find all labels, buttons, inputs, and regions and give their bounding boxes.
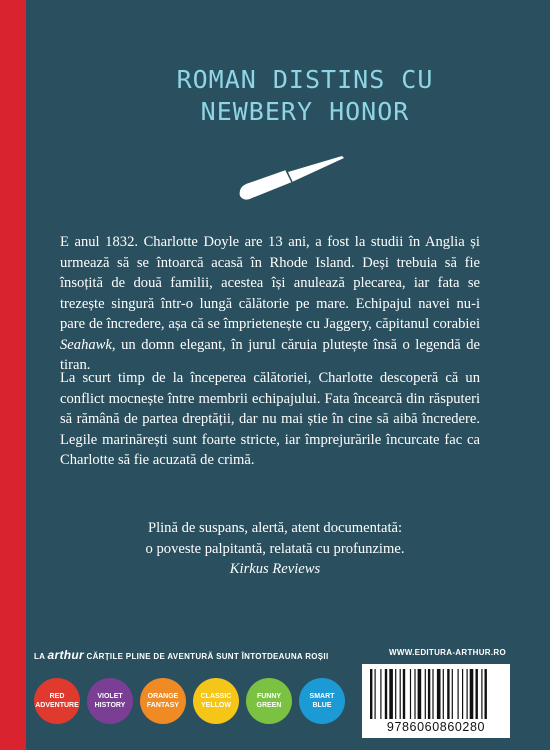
badge-line-1: RED xyxy=(49,693,65,700)
badge-line-1: VIOLET xyxy=(97,693,123,700)
synopsis-paragraph-1 xyxy=(60,232,480,376)
badge-line-2: ADVENTURE xyxy=(35,702,79,709)
badge-line-1: FUNNY xyxy=(256,693,282,700)
badge-smart-blue xyxy=(299,678,345,724)
synopsis-text: E anul 1832. Charlotte Doyle are 13 ani, a fost la studii în Anglia și urmează să se întoarcă acasă în Rhode Island. Deși trebuia să fie însoțită de două familii, acestea își anulează plecarea, iar fata se trezește singură într-o lungă călătorie pe mare. Echipajul navei nu-i pare de încredere, așa că se împrietenește cu Jaggery, căpitanul corabiei xyxy=(60,234,480,332)
badge-line-1: CLASSIC xyxy=(200,693,232,700)
synopsis-paragraph-2 xyxy=(60,368,480,471)
synopsis-text-end: , un domn elegant, în jurul căruia plutește însă o legendă de tiran. xyxy=(60,336,480,373)
badge-line-1: ORANGE xyxy=(147,693,179,700)
badge-line-2: FANTASY xyxy=(146,702,180,709)
badge-line-2: HISTORY xyxy=(94,702,126,709)
collection-badges xyxy=(34,670,354,730)
headline-line-2: NEWBERY HONOR xyxy=(200,97,410,126)
barcode-bars xyxy=(368,669,504,719)
headline-line-1: ROMAN DISTINS CU xyxy=(176,65,434,94)
headline xyxy=(90,64,520,128)
badge-violet-history xyxy=(87,678,133,724)
badge-line-2: GREEN xyxy=(256,702,282,709)
quote-line-2: o poveste palpitantă, relatată cu profunzime. xyxy=(145,540,405,557)
badge-orange-fantasy xyxy=(140,678,186,724)
review-quote xyxy=(60,518,490,580)
badge-line-1: SMART xyxy=(309,693,335,700)
synopsis-text-2: La scurt timp de la începerea călătoriei, Charlotte descoperă că un conflict mocnește între membrii echipajului. Fata încearcă din răsputeri să rămână de partea dreptății, dar nu mai știe în cine să aibă încredere. Legile marinărești sunt foarte stricte, iar împrejurările încurcate fac ca Charlotte să fie acuzată de crimă. xyxy=(60,370,480,468)
publisher-website: WWW.EDITURA-ARTHUR.RO xyxy=(389,648,506,657)
isbn-number: 9786060860280 xyxy=(386,720,486,734)
knife-icon xyxy=(230,148,350,208)
quote-source: Kirkus Reviews xyxy=(229,561,321,577)
badge-funny-green xyxy=(246,678,292,724)
badge-red-adventure xyxy=(34,678,80,724)
badge-classic-yellow xyxy=(193,678,239,724)
slogan-text: CĂRȚILE PLINE DE AVENTURĂ SUNT ÎNTOTDEAUNA ROȘII xyxy=(86,652,329,661)
slogan-prefix: LA xyxy=(34,652,45,661)
quote-line-1: Plină de suspans, alertă, atent documentată: xyxy=(147,520,403,536)
red-spine-stripe xyxy=(0,0,26,750)
publisher-slogan xyxy=(34,648,354,662)
badge-line-2: YELLOW xyxy=(201,702,231,709)
ship-name: Seahawk xyxy=(60,336,112,353)
badge-line-2: BLUE xyxy=(312,702,332,709)
isbn-barcode xyxy=(362,664,510,738)
publisher-logo: arthur xyxy=(47,648,84,662)
